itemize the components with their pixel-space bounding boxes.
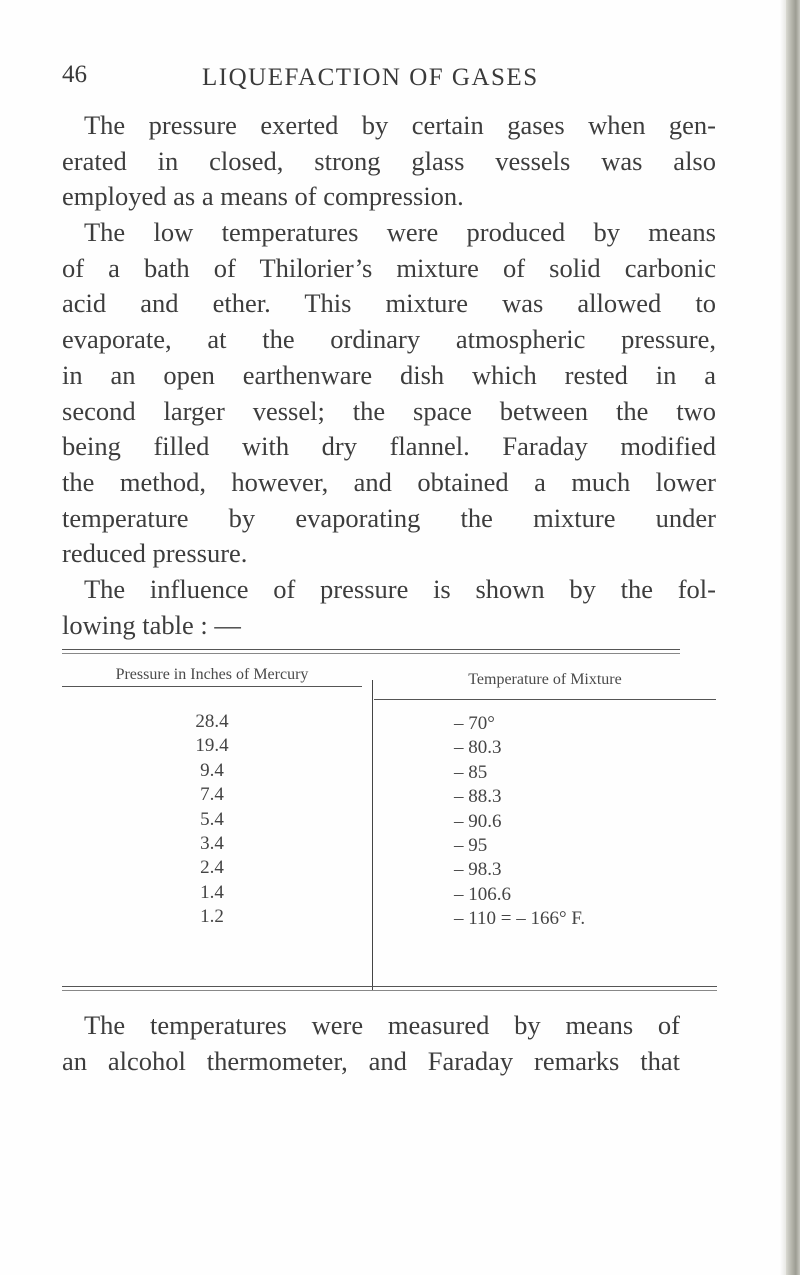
paragraph-4 — [62, 1008, 680, 1079]
table-bottom-rule — [62, 986, 717, 987]
table-column-divider — [372, 680, 373, 990]
header-rule-left — [62, 686, 362, 687]
paragraph-2 — [62, 215, 716, 572]
scan-edge-shadow — [786, 0, 800, 1275]
text-line: The influence of pressure is shown by the fol- — [84, 573, 716, 604]
pressure-column — [62, 710, 362, 930]
table-cell-temperature: – 110 = – 166° F. — [454, 908, 586, 930]
body-text-lower — [62, 1008, 680, 1079]
text-line: The temperatures were measured by means of — [84, 1010, 680, 1040]
table-cell-pressure: 1.4 — [200, 881, 224, 903]
table-cell-temperature: – 88.3 — [454, 786, 502, 808]
running-head-title: LIQUEFACTION OF GASES — [202, 64, 539, 91]
table-cell-pressure: 7.4 — [200, 784, 224, 806]
text-line: the method, however, and obtained a much lower — [62, 466, 716, 497]
table-top-rule — [62, 649, 680, 650]
running-head — [62, 60, 702, 100]
column-header-pressure: Pressure in Inches of Mercury — [115, 666, 309, 683]
table-cell-pressure: 5.4 — [200, 808, 224, 830]
table-cell-temperature: – 80.3 — [454, 737, 502, 759]
table-cell-temperature: – 70° — [454, 713, 495, 734]
header-rule-right — [374, 699, 716, 700]
table-cell-pressure: 3.4 — [200, 832, 224, 854]
text-line: second larger vessel; the space between the two — [62, 395, 716, 426]
paragraph-1 — [62, 108, 716, 215]
table-bottom-rule-2 — [62, 990, 717, 991]
text-line: erated in closed, strong glass vessels was also — [62, 145, 716, 176]
text-line: The pressure exerted by certain gases when gen- — [84, 110, 716, 140]
text-line: reduced pressure. — [62, 538, 248, 569]
text-line: employed as a means of compression. — [62, 181, 464, 212]
text-line: temperature by evaporating the mixture under — [62, 502, 716, 533]
text-line: acid and ether. This mixture was allowed to — [62, 288, 716, 319]
table-cell-pressure: 9.4 — [200, 759, 224, 781]
text-line: in an open earthenware dish which rested in a — [62, 359, 716, 390]
table-cell-temperature: – 85 — [454, 761, 488, 783]
table-cell-pressure: 19.4 — [195, 735, 229, 757]
column-header-temperature: Temperature of Mixture — [468, 671, 622, 688]
paragraph-3 — [62, 572, 716, 643]
table-cell-temperature: – 95 — [454, 834, 488, 856]
body-text-upper — [62, 108, 716, 643]
text-line: The low temperatures were produced by means — [84, 217, 716, 248]
table-cell-temperature: – 98.3 — [454, 859, 502, 881]
table-cell-pressure: 1.2 — [200, 906, 224, 928]
text-line: an alcohol thermometer, and Faraday remarks that — [62, 1045, 680, 1076]
text-line: evaporate, at the ordinary atmospheric pressure, — [62, 324, 716, 355]
table-cell-temperature: – 106.6 — [454, 883, 511, 905]
table-cell-temperature: – 90.6 — [454, 810, 502, 832]
page-number: 46 — [62, 61, 87, 88]
text-line: being filled with dry flannel. Faraday modified — [62, 431, 716, 462]
table-top-rule-2 — [62, 653, 680, 654]
table-cell-pressure: 2.4 — [200, 857, 224, 879]
text-line: of a bath of Thilorier’s mixture of solid carbonic — [62, 252, 716, 283]
temperature-column — [374, 712, 716, 932]
table-cell-pressure: 28.4 — [195, 711, 229, 732]
text-line: lowing table : — — [62, 609, 241, 640]
